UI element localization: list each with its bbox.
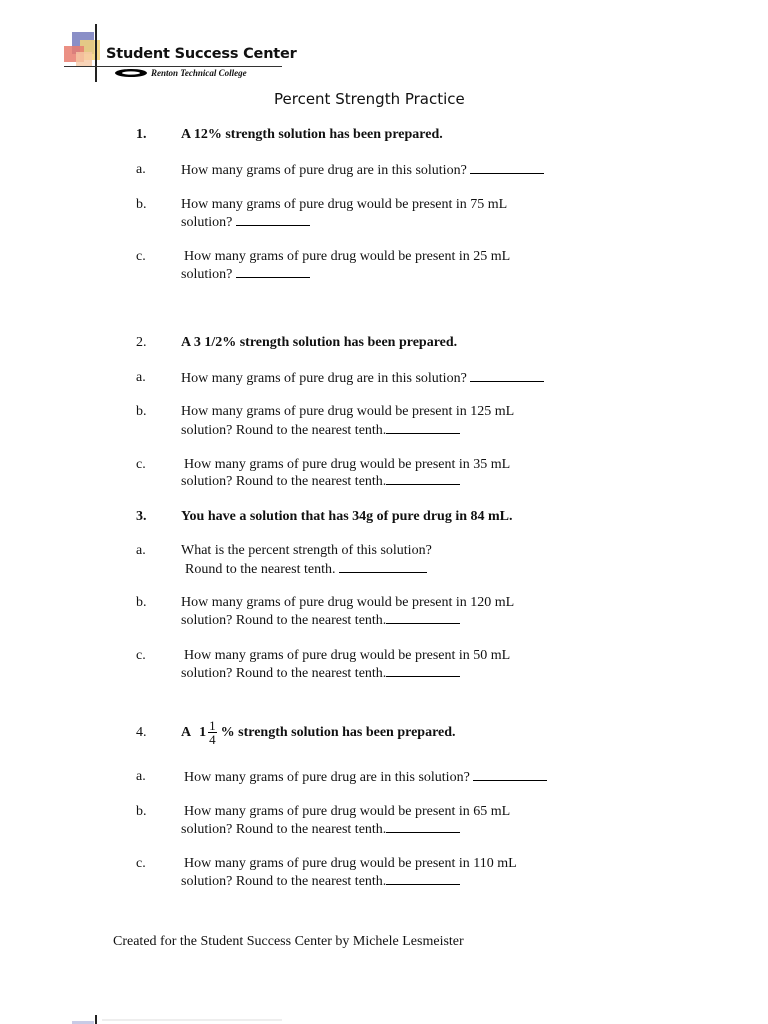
subquestion-letter: b.: [136, 804, 147, 819]
subquestion-letter: a.: [136, 769, 146, 784]
answer-blank[interactable]: [236, 265, 310, 278]
answer-blank[interactable]: [386, 872, 460, 885]
question-number: 4.: [136, 725, 147, 740]
next-page-logo: [62, 1012, 292, 1024]
subquestion-letter: a.: [136, 162, 146, 177]
subquestion-text: [181, 213, 310, 231]
header-logo: [62, 22, 297, 84]
subquestion-line: solution?: [181, 267, 233, 282]
subquestion-line: How many grams of pure drug are in this solution?: [184, 770, 470, 785]
logo-squares-icon: [62, 1013, 292, 1024]
subquestion-text: [181, 872, 460, 890]
subquestion-line: How many grams of pure drug would be present in 75 mL: [181, 197, 508, 212]
subquestion-line: Round to the nearest tenth.: [185, 562, 336, 577]
subquestion-letter: c.: [136, 856, 146, 871]
subquestion-line: solution? Round to the nearest tenth.: [181, 874, 387, 889]
subquestion-letter: c.: [136, 249, 146, 264]
subquestion-line: How many grams of pure drug would be present in 25 mL: [184, 249, 511, 264]
subquestion-line: solution? Round to the nearest tenth.: [181, 423, 387, 438]
subquestion-letter: a.: [136, 370, 146, 385]
question-text: A 3 1/2% strength solution has been prepared.: [181, 335, 458, 350]
answer-blank[interactable]: [473, 768, 547, 781]
answer-blank[interactable]: [386, 472, 460, 485]
answer-blank[interactable]: [470, 161, 544, 174]
subquestion-line: solution? Round to the nearest tenth.: [181, 666, 387, 681]
fraction: [208, 719, 217, 746]
footer-credit: Created for the Student Success Center by Michele Lesmeister: [113, 934, 464, 949]
subquestion-line: How many grams of pure drug would be present in 65 mL: [184, 804, 511, 819]
subquestion-letter: b.: [136, 197, 147, 212]
question-number: 1.: [136, 127, 147, 142]
question-text: A 12% strength solution has been prepared.: [181, 127, 443, 142]
subquestion-text: [181, 161, 544, 179]
page-title: Percent Strength Practice: [274, 90, 465, 108]
subquestion-letter: b.: [136, 595, 147, 610]
subquestion-text: [181, 472, 460, 490]
subquestion-line: How many grams of pure drug would be present in 120 mL: [181, 595, 515, 610]
answer-blank[interactable]: [386, 611, 460, 624]
college-name: Renton Technical College: [151, 68, 247, 78]
subquestion-letter: c.: [136, 457, 146, 472]
subquestion-letter: a.: [136, 543, 146, 558]
header-rule: [64, 66, 282, 67]
subquestion-text: [184, 768, 547, 786]
brand-name: Student Success Center: [106, 46, 297, 62]
subquestion-line: How many grams of pure drug would be present in 110 mL: [184, 856, 517, 871]
subquestion-text: [181, 820, 460, 838]
college-swoosh-icon: [114, 68, 148, 78]
answer-blank[interactable]: [386, 421, 460, 434]
question-number: 3.: [136, 509, 147, 524]
subquestion-text: [181, 421, 460, 439]
fraction-denominator: 4: [209, 731, 216, 747]
question-text: You have a solution that has 34g of pure drug in 84 mL.: [181, 509, 513, 524]
subquestion-text: [181, 265, 310, 283]
answer-blank[interactable]: [386, 664, 460, 677]
answer-blank[interactable]: [339, 560, 427, 573]
subquestion-line: solution? Round to the nearest tenth.: [181, 822, 387, 837]
subquestion-line: What is the percent strength of this solution?: [181, 543, 432, 558]
subquestion-text: [181, 369, 544, 387]
answer-blank[interactable]: [470, 369, 544, 382]
subquestion-line: How many grams of pure drug are in this solution?: [181, 371, 467, 386]
question-number: 2.: [136, 335, 147, 350]
answer-blank[interactable]: [386, 820, 460, 833]
subquestion-line: solution?: [181, 215, 233, 230]
subquestion-text: [181, 664, 460, 682]
subquestion-line: How many grams of pure drug would be present in 125 mL: [181, 404, 515, 419]
mixed-number-whole: 1: [199, 724, 207, 740]
subquestion-line: solution? Round to the nearest tenth.: [181, 613, 387, 628]
subquestion-letter: c.: [136, 648, 146, 663]
subquestion-line: solution? Round to the nearest tenth.: [181, 474, 387, 489]
answer-blank[interactable]: [236, 213, 310, 226]
logo-squares-icon: [62, 22, 112, 84]
subquestion-line: How many grams of pure drug would be present in 50 mL: [184, 648, 511, 663]
question-prefix: A: [181, 724, 192, 740]
question-text: [181, 713, 456, 751]
subquestion-text: [185, 560, 427, 578]
subquestion-text: [181, 611, 460, 629]
subquestion-letter: b.: [136, 404, 147, 419]
fraction-numerator: 1: [209, 717, 216, 733]
question-suffix: % strength solution has been prepared.: [220, 724, 456, 740]
subquestion-line: How many grams of pure drug would be present in 35 mL: [184, 457, 511, 472]
subquestion-line: How many grams of pure drug are in this solution?: [181, 163, 467, 178]
